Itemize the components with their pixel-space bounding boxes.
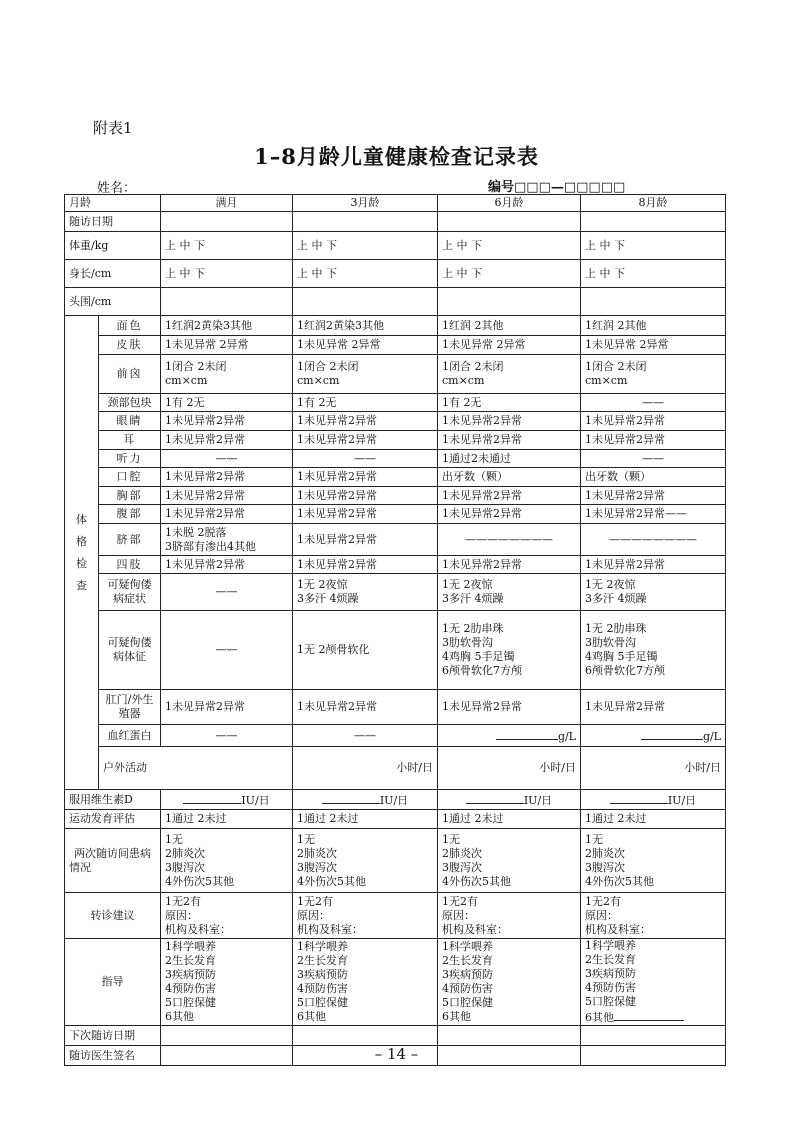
visit-date-row bbox=[65, 212, 726, 232]
motor-cell[interactable]: 1通过 2未过 bbox=[581, 810, 726, 829]
fontanel-cell[interactable] bbox=[293, 355, 438, 394]
guidance-row bbox=[65, 939, 726, 1026]
next-visit-row bbox=[65, 1026, 726, 1046]
guidance-cell[interactable] bbox=[581, 939, 726, 1026]
option-line: 原因： bbox=[442, 908, 475, 922]
face-row bbox=[65, 316, 726, 336]
weight-cell[interactable]: 上 中 下 bbox=[293, 232, 438, 260]
abdomen-cell[interactable]: 1未见异常2异常 bbox=[293, 505, 438, 524]
hearing-cell[interactable]: —— bbox=[293, 450, 438, 468]
illness-cell[interactable] bbox=[438, 829, 581, 893]
option-line: 1科学喂养 bbox=[165, 940, 216, 953]
option-line: 4鸡胸 5手足镯 bbox=[585, 650, 658, 663]
illness-label bbox=[65, 829, 161, 893]
limbs-label: 四肢 bbox=[99, 556, 161, 574]
hearing-row bbox=[65, 450, 726, 468]
header-row bbox=[65, 195, 726, 212]
visit-date-cell[interactable] bbox=[438, 212, 581, 232]
other-label: 6其他 bbox=[585, 1011, 614, 1024]
option-line: 1无 2肋串珠 bbox=[442, 622, 504, 635]
option-line: 1无 2夜惊 bbox=[297, 578, 348, 591]
doctor-sign-label: 随访医生签名 bbox=[65, 1046, 161, 1066]
weight-cell[interactable]: 上 中 下 bbox=[581, 232, 726, 260]
option-line: 2肺炎次 bbox=[585, 846, 625, 860]
blank-underline bbox=[641, 728, 703, 740]
unit-label: IU/日 bbox=[523, 793, 553, 807]
weight-row bbox=[65, 232, 726, 260]
weight-cell[interactable]: 上 中 下 bbox=[438, 232, 581, 260]
option-line: 1无 bbox=[442, 832, 460, 846]
header-age: 月龄 bbox=[65, 195, 161, 212]
category-char: 体 bbox=[76, 512, 87, 526]
weight-label: 体重/kg bbox=[65, 232, 161, 260]
option-line: 3腹泻次 bbox=[165, 860, 205, 874]
hearing-cell[interactable]: —— bbox=[581, 450, 726, 468]
fontanel-line: cm×cm bbox=[297, 374, 340, 387]
blank-underline bbox=[322, 792, 380, 804]
ears-label: 耳 bbox=[99, 431, 161, 450]
eyes-row bbox=[65, 412, 726, 431]
neck-label: 颈部包块 bbox=[99, 394, 161, 412]
option-line bbox=[585, 1009, 721, 1025]
option-line: 5口腔保健 bbox=[297, 996, 348, 1009]
outdoor-cell[interactable]: 小时/日 bbox=[581, 747, 726, 790]
header-month-8: 8月龄 bbox=[581, 195, 726, 212]
hemoglobin-cell[interactable] bbox=[438, 725, 581, 747]
eyes-cell[interactable]: 1未见异常2异常 bbox=[581, 412, 726, 431]
hemoglobin-cell[interactable]: —— bbox=[293, 725, 438, 747]
face-cell[interactable]: 1红润2黄染3其他 bbox=[293, 316, 438, 336]
option-line: 3多汗 4烦躁 bbox=[585, 592, 647, 605]
motor-cell[interactable]: 1通过 2未过 bbox=[161, 810, 293, 829]
skin-cell[interactable]: 1未见异常 2异常 bbox=[581, 336, 726, 355]
option-line: 1科学喂养 bbox=[442, 940, 493, 953]
height-cell[interactable]: 上 中 下 bbox=[293, 260, 438, 288]
chest-cell[interactable]: 1未见异常2异常 bbox=[438, 487, 581, 505]
face-label: 面色 bbox=[99, 316, 161, 336]
vitamin-d-cell[interactable] bbox=[581, 790, 726, 810]
blank-underline bbox=[610, 792, 668, 804]
ears-cell[interactable]: 1未见异常2异常 bbox=[581, 431, 726, 450]
next-visit-cell[interactable] bbox=[581, 1026, 726, 1046]
option-line: 6颅骨软化7方颅 bbox=[442, 664, 522, 677]
fontanel-line: cm×cm bbox=[442, 374, 485, 387]
option-line: 2生长发育 bbox=[585, 953, 636, 966]
unit-label: IU/日 bbox=[379, 793, 409, 807]
abdomen-cell[interactable]: 1未见异常2异常 bbox=[161, 505, 293, 524]
option-line: 4外伤次5其他 bbox=[442, 874, 511, 888]
option-line: 2肺炎次 bbox=[297, 846, 337, 860]
fontanel-cell[interactable] bbox=[581, 355, 726, 394]
header-month-3: 3月龄 bbox=[293, 195, 438, 212]
navel-line: 3脐部有渗出4其他 bbox=[165, 539, 256, 553]
skin-label: 皮肤 bbox=[99, 336, 161, 355]
abdomen-label: 腹部 bbox=[99, 505, 161, 524]
limbs-cell[interactable]: 1未见异常2异常 bbox=[581, 556, 726, 574]
skin-row bbox=[65, 336, 726, 355]
rickets-sign-label bbox=[99, 611, 161, 690]
next-visit-cell[interactable] bbox=[438, 1026, 581, 1046]
motor-cell[interactable]: 1通过 2未过 bbox=[438, 810, 581, 829]
genital-cell[interactable]: 1未见异常2异常 bbox=[581, 690, 726, 725]
label-line: 情况 bbox=[69, 860, 91, 874]
option-line: 5口腔保健 bbox=[165, 996, 216, 1009]
abdomen-cell[interactable]: 1未见异常2异常—— bbox=[581, 505, 726, 524]
limbs-cell[interactable]: 1未见异常2异常 bbox=[438, 556, 581, 574]
rickets-symptom-cell[interactable] bbox=[581, 574, 726, 611]
header-month-6: 6月龄 bbox=[438, 195, 581, 212]
rickets-symptom-cell[interactable]: —— bbox=[161, 574, 293, 611]
genital-cell[interactable]: 1未见异常2异常 bbox=[438, 690, 581, 725]
visit-date-cell[interactable] bbox=[293, 212, 438, 232]
illness-cell[interactable] bbox=[161, 829, 293, 893]
rickets-sign-cell[interactable] bbox=[581, 611, 726, 690]
hearing-cell[interactable]: 1通过2未通过 bbox=[438, 450, 581, 468]
fontanel-line: cm×cm bbox=[585, 374, 628, 387]
option-line: 4外伤次5其他 bbox=[165, 874, 234, 888]
serial-number-label: 编号□□□—□□□□□ bbox=[488, 180, 626, 195]
option-line: 5口腔保健 bbox=[585, 995, 636, 1008]
genital-label bbox=[99, 690, 161, 725]
option-line: 4鸡胸 5手足镯 bbox=[442, 650, 515, 663]
navel-cell[interactable] bbox=[161, 524, 293, 556]
option-line: 6其他 bbox=[297, 1010, 326, 1023]
fontanel-line: 1闭合 2未闭 bbox=[442, 360, 504, 373]
illness-row bbox=[65, 829, 726, 893]
chest-label: 胸部 bbox=[99, 487, 161, 505]
option-line: 4预防伤害 bbox=[442, 982, 493, 995]
rickets-symptom-label bbox=[99, 574, 161, 611]
rickets-sign-cell[interactable] bbox=[438, 611, 581, 690]
option-line: 1无2有 bbox=[585, 894, 621, 908]
limbs-cell[interactable]: 1未见异常2异常 bbox=[293, 556, 438, 574]
blank-underline bbox=[183, 792, 241, 804]
rickets-sign-row bbox=[65, 611, 726, 690]
option-line: 3腹泻次 bbox=[297, 860, 337, 874]
neck-cell[interactable]: —— bbox=[581, 394, 726, 412]
option-line: 4预防伤害 bbox=[165, 982, 216, 995]
ears-cell[interactable]: 1未见异常2异常 bbox=[438, 431, 581, 450]
visit-date-cell[interactable] bbox=[161, 212, 293, 232]
label-line: 肛门/外生 bbox=[105, 693, 154, 706]
option-line: 1无2有 bbox=[165, 894, 201, 908]
motor-row bbox=[65, 810, 726, 829]
option-line: 3疾病预防 bbox=[442, 968, 493, 981]
hemoglobin-cell[interactable] bbox=[581, 725, 726, 747]
category-char: 检 bbox=[76, 556, 87, 570]
fontanel-cell[interactable] bbox=[438, 355, 581, 394]
option-line: 原因： bbox=[165, 908, 198, 922]
option-line: 1无 2夜惊 bbox=[585, 578, 636, 591]
visit-date-label: 随访日期 bbox=[65, 212, 161, 232]
head-cell[interactable] bbox=[293, 288, 438, 316]
option-line: 3疾病预防 bbox=[297, 968, 348, 981]
ears-row bbox=[65, 431, 726, 450]
category-char: 查 bbox=[76, 578, 87, 592]
referral-cell[interactable] bbox=[438, 893, 581, 939]
illness-cell[interactable] bbox=[293, 829, 438, 893]
height-label: 身长/cm bbox=[65, 260, 161, 288]
head-cell[interactable] bbox=[438, 288, 581, 316]
option-line: 1科学喂养 bbox=[297, 940, 348, 953]
option-line: 6颅骨软化7方颅 bbox=[585, 664, 665, 677]
option-line: 6其他 bbox=[165, 1010, 194, 1023]
fontanel-label: 前囟 bbox=[99, 355, 161, 394]
mouth-label: 口腔 bbox=[99, 468, 161, 487]
referral-label: 转诊建议 bbox=[65, 893, 161, 939]
mouth-cell[interactable]: 出牙数（颗） bbox=[581, 468, 726, 487]
chest-cell[interactable]: 1未见异常2异常 bbox=[293, 487, 438, 505]
option-line: 3腹泻次 bbox=[442, 860, 482, 874]
neck-row bbox=[65, 394, 726, 412]
referral-cell[interactable] bbox=[293, 893, 438, 939]
vitamin-d-label: 服用维生素D bbox=[65, 790, 161, 810]
health-record-table bbox=[64, 194, 726, 1066]
option-line: 2生长发育 bbox=[165, 954, 216, 967]
rickets-symptom-row bbox=[65, 574, 726, 611]
unit-label: g/L bbox=[557, 729, 576, 743]
next-visit-label: 下次随访日期 bbox=[65, 1026, 161, 1046]
label-line: 两次随访间患病 bbox=[74, 846, 151, 860]
eyes-cell[interactable]: 1未见异常2异常 bbox=[438, 412, 581, 431]
option-line: 1无 bbox=[585, 832, 603, 846]
option-line: 1无2有 bbox=[442, 894, 478, 908]
guidance-cell[interactable] bbox=[161, 939, 293, 1026]
illness-cell[interactable] bbox=[581, 829, 726, 893]
unit-label: g/L bbox=[702, 729, 721, 743]
referral-row bbox=[65, 893, 726, 939]
form-title: 1–8月龄儿童健康检查记录表 bbox=[254, 144, 539, 169]
option-line: 3疾病预防 bbox=[585, 967, 636, 980]
option-line: 3肋软骨沟 bbox=[585, 636, 636, 649]
limbs-cell[interactable]: 1未见异常2异常 bbox=[161, 556, 293, 574]
category-char: 格 bbox=[76, 534, 87, 548]
head-cell[interactable] bbox=[161, 288, 293, 316]
option-line: 3多汗 4烦躁 bbox=[297, 592, 359, 605]
blank-underline bbox=[466, 792, 524, 804]
head-circumference-label: 头围/cm bbox=[65, 288, 161, 316]
chest-cell[interactable]: 1未见异常2异常 bbox=[581, 487, 726, 505]
mouth-cell[interactable]: 1未见异常2异常 bbox=[161, 468, 293, 487]
option-line: 机构及科室： bbox=[165, 922, 231, 936]
option-line: 2生长发育 bbox=[442, 954, 493, 967]
skin-cell[interactable]: 1未见异常 2异常 bbox=[438, 336, 581, 355]
option-line: 3疾病预防 bbox=[165, 968, 216, 981]
option-line: 1无 2夜惊 bbox=[442, 578, 493, 591]
option-line: 4预防伤害 bbox=[585, 981, 636, 994]
fontanel-cell[interactable] bbox=[161, 355, 293, 394]
referral-cell[interactable] bbox=[161, 893, 293, 939]
hemoglobin-label: 血红蛋白 bbox=[99, 725, 161, 747]
option-line: 4预防伤害 bbox=[297, 982, 348, 995]
option-line: 机构及科室： bbox=[297, 922, 363, 936]
height-cell[interactable]: 上 中 下 bbox=[438, 260, 581, 288]
guidance-cell[interactable] bbox=[438, 939, 581, 1026]
label-line: 殖器 bbox=[118, 707, 141, 720]
option-line: 1科学喂养 bbox=[585, 939, 636, 952]
option-line: 1无 bbox=[165, 832, 183, 846]
referral-cell[interactable] bbox=[581, 893, 726, 939]
option-line: 4外伤次5其他 bbox=[297, 874, 366, 888]
name-label: 姓名： bbox=[97, 181, 137, 196]
option-line: 4外伤次5其他 bbox=[585, 874, 654, 888]
mouth-cell[interactable]: 1未见异常2异常 bbox=[293, 468, 438, 487]
label-line: 可疑佝偻 bbox=[107, 578, 152, 591]
option-line: 3腹泻次 bbox=[585, 860, 625, 874]
face-cell[interactable]: 1红润 2其他 bbox=[438, 316, 581, 336]
ears-cell[interactable]: 1未见异常2异常 bbox=[161, 431, 293, 450]
next-visit-cell[interactable] bbox=[161, 1026, 293, 1046]
face-cell[interactable]: 1红润2黄染3其他 bbox=[161, 316, 293, 336]
option-line: 3多汗 4烦躁 bbox=[442, 592, 504, 605]
option-line: 2生长发育 bbox=[297, 954, 348, 967]
vitamin-d-cell[interactable] bbox=[438, 790, 581, 810]
genital-cell[interactable]: 1未见异常2异常 bbox=[293, 690, 438, 725]
navel-label: 脐部 bbox=[99, 524, 161, 556]
navel-cell[interactable]: ———————— bbox=[438, 524, 581, 556]
rickets-sign-cell[interactable]: 1无 2颅骨软化 bbox=[293, 611, 438, 690]
weight-cell[interactable]: 上 中 下 bbox=[161, 232, 293, 260]
rickets-symptom-cell[interactable] bbox=[438, 574, 581, 611]
chest-cell[interactable]: 1未见异常2异常 bbox=[161, 487, 293, 505]
abdomen-row bbox=[65, 505, 726, 524]
label-line: 可疑佝偻 bbox=[107, 636, 152, 649]
hemoglobin-cell[interactable]: —— bbox=[161, 725, 293, 747]
eyes-cell[interactable]: 1未见异常2异常 bbox=[293, 412, 438, 431]
eyes-cell[interactable]: 1未见异常2异常 bbox=[161, 412, 293, 431]
outdoor-cell[interactable]: 小时/日 bbox=[438, 747, 581, 790]
hearing-label: 听力 bbox=[99, 450, 161, 468]
motor-label: 运动发育评估 bbox=[65, 810, 161, 829]
option-line: 原因： bbox=[585, 908, 618, 922]
motor-cell[interactable]: 1通过 2未过 bbox=[293, 810, 438, 829]
navel-line: 1未脱 2脱落 bbox=[165, 525, 227, 539]
neck-cell[interactable]: 1有 2无 bbox=[438, 394, 581, 412]
face-cell[interactable]: 1红润 2其他 bbox=[581, 316, 726, 336]
guidance-label: 指导 bbox=[65, 939, 161, 1026]
limbs-row bbox=[65, 556, 726, 574]
outdoor-row bbox=[65, 747, 726, 790]
navel-cell[interactable]: ———————— bbox=[581, 524, 726, 556]
unit-label: IU/日 bbox=[241, 793, 270, 807]
outdoor-cell[interactable]: 小时/日 bbox=[293, 747, 438, 790]
rickets-symptom-cell[interactable] bbox=[293, 574, 438, 611]
abdomen-cell[interactable]: 1未见异常2异常 bbox=[438, 505, 581, 524]
mouth-row bbox=[65, 468, 726, 487]
fontanel-line: 1闭合 2未闭 bbox=[165, 360, 227, 373]
vitamin-d-cell[interactable] bbox=[293, 790, 438, 810]
eyes-label: 眼睛 bbox=[99, 412, 161, 431]
neck-cell[interactable]: 1有 2无 bbox=[293, 394, 438, 412]
hearing-cell[interactable]: —— bbox=[161, 450, 293, 468]
option-line: 机构及科室： bbox=[442, 922, 508, 936]
head-cell[interactable] bbox=[581, 288, 726, 316]
option-line: 2肺炎次 bbox=[442, 846, 482, 860]
neck-cell[interactable]: 1有 2无 bbox=[161, 394, 293, 412]
option-line: 2肺炎次 bbox=[165, 846, 205, 860]
fontanel-row bbox=[65, 355, 726, 394]
label-line: 病症状 bbox=[113, 592, 146, 605]
blank-underline bbox=[496, 728, 558, 740]
page-number: – 14 – bbox=[374, 1045, 419, 1063]
genital-row bbox=[65, 690, 726, 725]
physical-exam-category bbox=[65, 316, 99, 790]
option-line: 1无2有 bbox=[297, 894, 333, 908]
height-cell[interactable]: 上 中 下 bbox=[161, 260, 293, 288]
head-circumference-row bbox=[65, 288, 726, 316]
option-line: 6其他 bbox=[442, 1010, 471, 1023]
chest-row bbox=[65, 487, 726, 505]
fontanel-line: 1闭合 2未闭 bbox=[585, 360, 647, 373]
ears-cell[interactable]: 1未见异常2异常 bbox=[293, 431, 438, 450]
skin-cell[interactable]: 1未见异常 2异常 bbox=[293, 336, 438, 355]
next-visit-cell[interactable] bbox=[293, 1026, 438, 1046]
mouth-cell[interactable]: 出牙数（颗） bbox=[438, 468, 581, 487]
fontanel-line: 1闭合 2未闭 bbox=[297, 360, 359, 373]
outdoor-label: 户外活动 bbox=[99, 747, 293, 790]
skin-cell[interactable]: 1未见异常 2异常 bbox=[161, 336, 293, 355]
option-line: 原因： bbox=[297, 908, 330, 922]
genital-cell[interactable]: 1未见异常2异常 bbox=[161, 690, 293, 725]
navel-row bbox=[65, 524, 726, 556]
blank-underline bbox=[614, 1009, 684, 1021]
visit-date-cell[interactable] bbox=[581, 212, 726, 232]
hemoglobin-row bbox=[65, 725, 726, 747]
option-line: 3肋软骨沟 bbox=[442, 636, 493, 649]
option-line: 1无 bbox=[297, 832, 315, 846]
guidance-cell[interactable] bbox=[293, 939, 438, 1026]
option-line: 1无 2肋串珠 bbox=[585, 622, 647, 635]
vitamin-d-cell[interactable] bbox=[161, 790, 293, 810]
vitamin-d-row bbox=[65, 790, 726, 810]
option-line: 机构及科室： bbox=[585, 922, 651, 936]
unit-label: IU/日 bbox=[667, 793, 697, 807]
label-line: 病体征 bbox=[113, 650, 146, 663]
annex-label: 附表1 bbox=[93, 119, 133, 137]
header-month-1: 满月 bbox=[161, 195, 293, 212]
height-cell[interactable]: 上 中 下 bbox=[581, 260, 726, 288]
height-row bbox=[65, 260, 726, 288]
rickets-sign-cell[interactable]: —— bbox=[161, 611, 293, 690]
fontanel-line: cm×cm bbox=[165, 374, 208, 387]
option-line: 5口腔保健 bbox=[442, 996, 493, 1009]
navel-cell[interactable]: 1未见异常2异常 bbox=[293, 524, 438, 556]
